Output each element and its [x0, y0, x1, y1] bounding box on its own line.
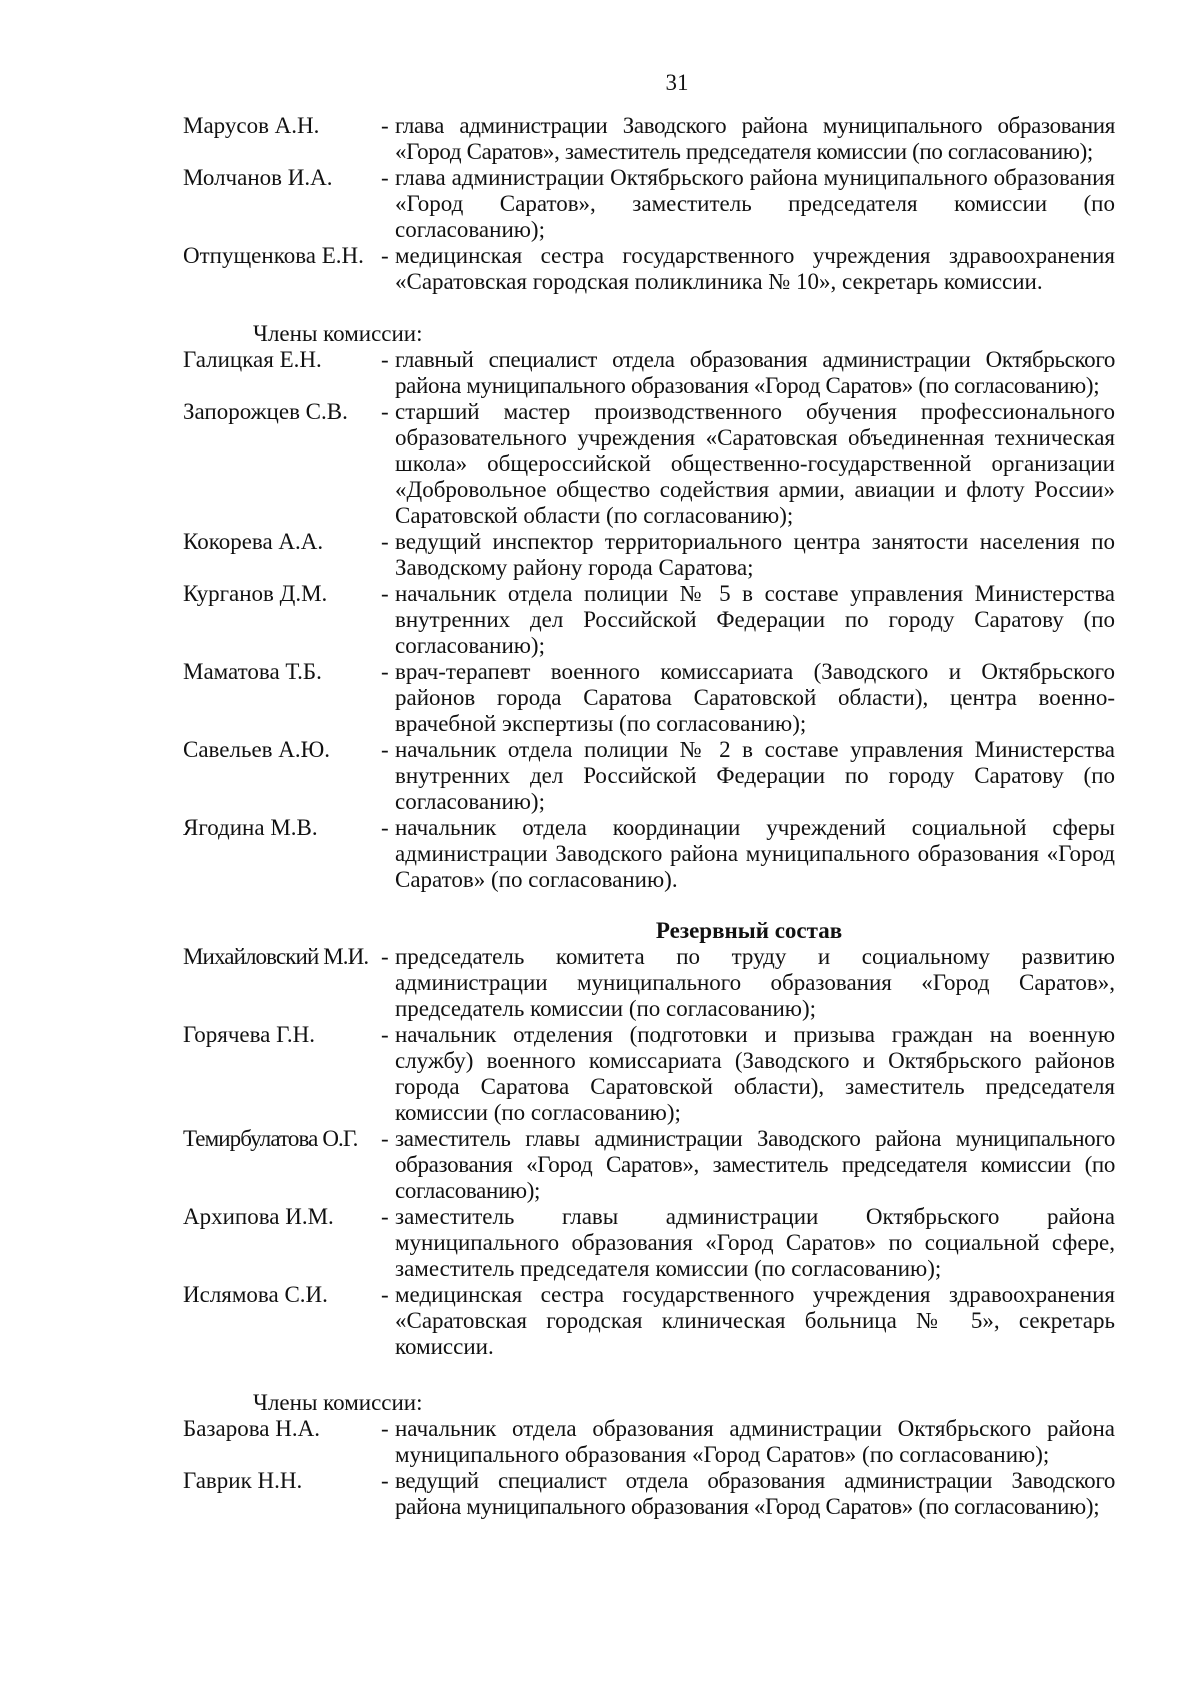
list-item: [183, 659, 1115, 737]
person-position: глава администрации Октябрьского района муниципального образования «Город Саратов», заместитель председателя комиссии (по согласованию);: [395, 165, 1115, 242]
section-title: Резервный состав: [655, 918, 843, 943]
list-item: [183, 399, 1115, 529]
dash-separator: -: [381, 399, 389, 424]
list-item: [183, 165, 1115, 243]
dash-separator: -: [381, 659, 389, 684]
dash-separator: -: [381, 243, 389, 268]
list-item: [183, 1468, 1115, 1520]
person-name: Михайловский М.И.: [183, 944, 369, 969]
list-item: [183, 1282, 1115, 1360]
list-item: [183, 944, 1115, 1022]
person-position: заместитель главы администрации Заводского района муниципального образования «Город Саратов», заместитель председателя комиссии (по согласованию);: [395, 1126, 1115, 1203]
list-item: [183, 1204, 1115, 1282]
dash-separator: -: [381, 815, 389, 840]
dash-separator: -: [381, 529, 389, 554]
list-item: [183, 581, 1115, 659]
members-heading: Члены комиссии:: [253, 1390, 423, 1415]
person-position: начальник отдела полиции № 2 в составе управления Министерства внутренних дел Российской Федерации по городу Саратову (по согласованию);: [395, 737, 1115, 814]
person-name: Ягодина М.В.: [183, 815, 318, 840]
person-position: начальник отдела координации учреждений социальной сферы администрации Заводского района муниципального образования «Город Саратов» (по согласованию).: [395, 815, 1115, 892]
person-position: старший мастер производственного обучения профессионального образовательного учреждения «Саратовская объединенная техническая школа» общероссийской общественно-государственной организации «Добровольное общество содействия армии, авиации и флоту России» Саратовской области (по согласованию);: [395, 399, 1115, 528]
person-name: Ислямова С.И.: [183, 1282, 328, 1307]
dash-separator: -: [381, 581, 389, 606]
dash-separator: -: [381, 1416, 389, 1441]
dash-separator: -: [381, 165, 389, 190]
dash-separator: -: [381, 944, 389, 969]
dash-separator: -: [381, 737, 389, 762]
person-position: ведущий специалист отдела образования администрации Заводского района муниципального образования «Город Саратов» (по согласованию);: [395, 1468, 1115, 1519]
person-name: Темирбулатова О.Г.: [183, 1126, 358, 1151]
page-number: 31: [665, 70, 689, 95]
list-item: [183, 113, 1115, 165]
person-name: Марусов А.Н.: [183, 113, 320, 138]
list-item: [183, 347, 1115, 399]
list-item: [183, 1416, 1115, 1468]
person-name: Архипова И.М.: [183, 1204, 334, 1229]
person-position: главный специалист отдела образования администрации Октябрьского района муниципального образования «Город Саратов» (по согласованию);: [395, 347, 1115, 398]
person-position: начальник отдела образования администрации Октябрьского района муниципального образования «Город Саратов» (по согласованию);: [395, 1416, 1115, 1467]
person-name: Курганов Д.М.: [183, 581, 328, 606]
list-item: [183, 815, 1115, 893]
person-position: начальник отдела полиции № 5 в составе управления Министерства внутренних дел Российской Федерации по городу Саратову (по согласованию);: [395, 581, 1115, 658]
dash-separator: -: [381, 113, 389, 138]
person-name: Маматова Т.Б.: [183, 659, 322, 684]
list-item: [183, 1126, 1115, 1204]
person-name: Гаврик Н.Н.: [183, 1468, 303, 1493]
person-position: медицинская сестра государственного учреждения здравоохранения «Саратовская городская клиническая больница № 5», секретарь комиссии.: [395, 1282, 1115, 1359]
list-item: [183, 737, 1115, 815]
person-position: врач-терапевт военного комиссариата (Заводского и Октябрьского районов города Саратова Саратовской области), центра военно-врачебной экспертизы (по согласованию);: [395, 659, 1115, 736]
person-name: Кокорева А.А.: [183, 529, 324, 554]
person-name: Базарова Н.А.: [183, 1416, 320, 1441]
person-name: Молчанов И.А.: [183, 165, 333, 190]
person-position: глава администрации Заводского района муниципального образования «Город Саратов», заместитель председателя комиссии (по согласованию);: [395, 113, 1115, 164]
dash-separator: -: [381, 1204, 389, 1229]
person-position: медицинская сестра государственного учреждения здравоохранения «Саратовская городская поликлиника № 10», секретарь комиссии.: [395, 243, 1115, 294]
person-name: Савельев А.Ю.: [183, 737, 331, 762]
main-commission: [183, 113, 1115, 893]
list-item: [183, 1022, 1115, 1126]
person-name: Горячева Г.Н.: [183, 1022, 315, 1047]
person-name: Отпущенкова Е.Н.: [183, 243, 364, 268]
reserve-commission: [183, 918, 1115, 1520]
dash-separator: -: [381, 347, 389, 372]
person-position: председатель комитета по труду и социальному развитию администрации муниципального образования «Город Саратов», председатель комиссии (по согласованию);: [395, 944, 1115, 1021]
person-position: начальник отделения (подготовки и призыва граждан на военную службу) военного комиссариата (Заводского и Октябрьского районов города Саратова Саратовской области), заместитель председателя комиссии (по согласованию);: [395, 1022, 1115, 1125]
dash-separator: -: [381, 1282, 389, 1307]
person-position: ведущий инспектор территориального центра занятости населения по Заводскому району города Саратова;: [395, 529, 1115, 580]
dash-separator: -: [381, 1468, 389, 1493]
dash-separator: -: [381, 1126, 389, 1151]
list-item: [183, 529, 1115, 581]
list-item: [183, 243, 1115, 295]
dash-separator: -: [381, 1022, 389, 1047]
members-heading: Члены комиссии:: [253, 321, 423, 346]
person-position: заместитель главы администрации Октябрьского района муниципального образования «Город Саратов» по социальной сфере, заместитель председателя комиссии (по согласованию);: [395, 1204, 1115, 1281]
person-name: Запорожцев С.В.: [183, 399, 348, 424]
person-name: Галицкая Е.Н.: [183, 347, 322, 372]
